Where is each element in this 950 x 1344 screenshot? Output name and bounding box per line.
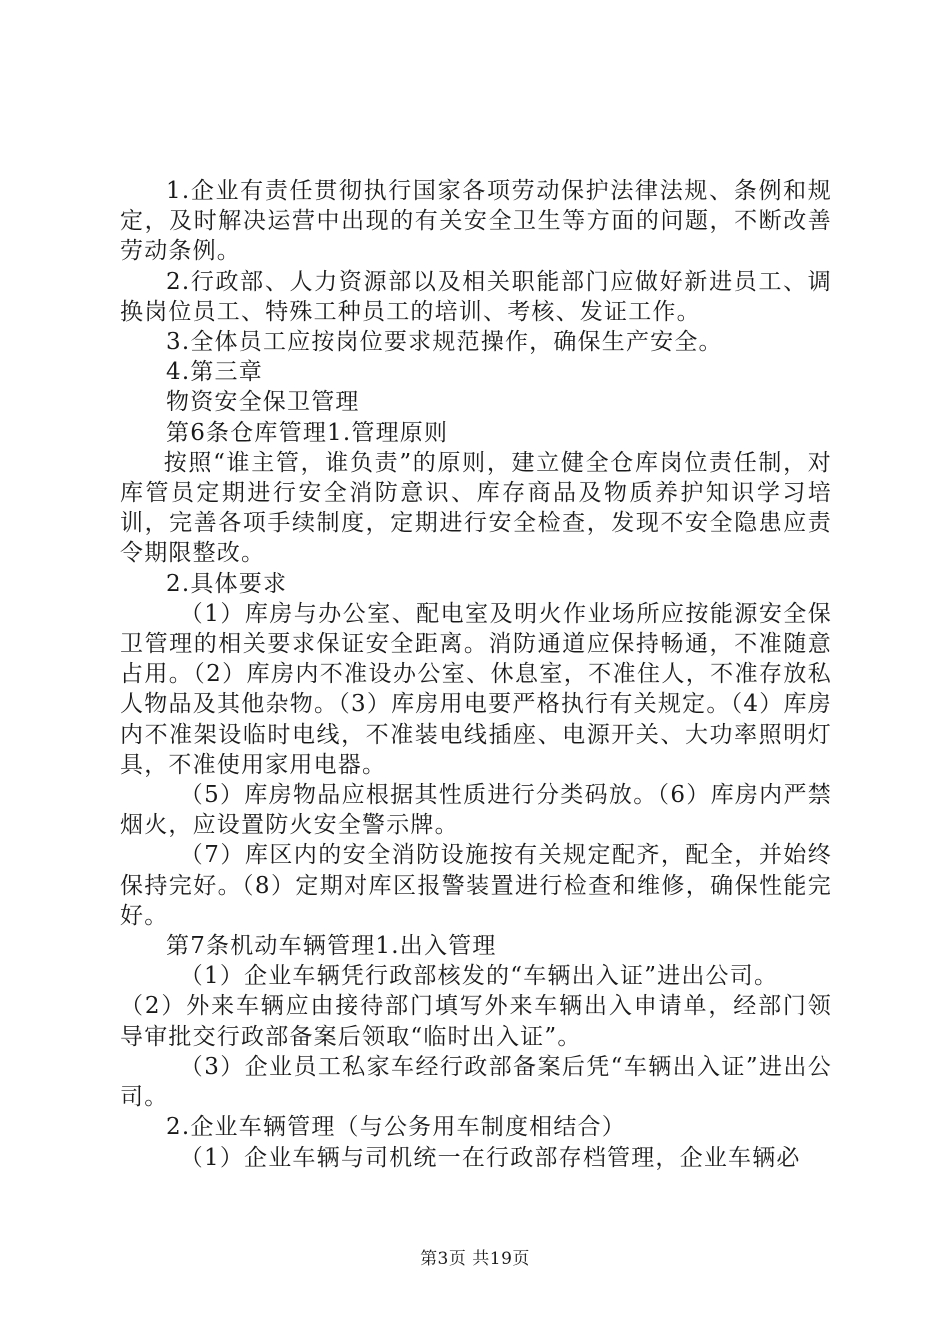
paragraph-requirements-heading: 2.具体要求 <box>166 570 288 597</box>
paragraph-company-vehicle-heading: 2.企业车辆管理（与公务用车制度相结合） <box>166 1114 626 1141</box>
paragraph-requirements-5-6: （5）库房物品应根据其性质进行分类码放。（6）库房内严禁烟火，应设置防火安全警示牌。 <box>120 782 832 839</box>
paragraph-3: 3.全体员工应按岗位要求规范操作，确保生产安全。 <box>166 329 723 356</box>
paragraph-2: 2.行政部、人力资源部以及相关职能部门应做好新进员工、调换岗位员工、特殊工种员工的培训、考核、发证工作。 <box>120 268 832 325</box>
paragraph-company-vehicle-1: （1）企业车辆与司机统一在行政部存档管理，企业车辆必 <box>179 1144 801 1171</box>
paragraph-principle: 按照“谁主管，谁负责”的原则，建立健全仓库岗位责任制，对库管员定期进行安全消防意识、库存商品及物质养护知识学习培训，完善各项手续制度，定期进行安全检查，发现不安全隐患应责令期限整改。 <box>120 449 832 567</box>
paragraph-requirements-1-4: （1）库房与办公室、配电室及明火作业场所应按能源安全保卫管理的相关要求保证安全距离。消防通道应保持畅通，不准随意占用。（2）库房内不准设办公室、休息室，不准住人，不准存放私人物品及其他杂物。（3）库房用电要严格执行有关规定。（4）库房内不准架设临时电线，不准装电线插座、电源开关、大功率照明灯具，不准使用家用电器。 <box>120 600 832 778</box>
paragraph-1: 1.企业有责任贯彻执行国家各项劳动保护法律法规、条例和规定，及时解决运营中出现的有关安全卫生等方面的问题，不断改善劳动条例。 <box>120 178 832 265</box>
paragraph-requirements-7-8: （7）库区内的安全消防设施按有关规定配齐，配全，并始终保持完好。（8）定期对库区报警装置进行检查和维修，确保性能完好。 <box>120 842 832 929</box>
paragraph-4: 4.第三章 <box>166 359 263 386</box>
article-6-heading: 第6条仓库管理1.管理原则 <box>166 419 449 446</box>
paragraph-vehicle-2: （2）外来车辆应由接待部门填写外来车辆出入申请单，经部门领导审批交行政部备案后领取“临时出入证”。 <box>120 993 832 1050</box>
chapter-title: 物资安全保卫管理 <box>166 389 360 416</box>
paragraph-vehicle-1: （1）企业车辆凭行政部核发的“车辆出入证”进出公司。 <box>179 963 779 990</box>
paragraph-vehicle-3: （3）企业员工私家车经行政部备案后凭“车辆出入证”进出公司。 <box>120 1053 832 1111</box>
page-number-footer: 第3页 共19页 <box>420 1249 530 1269</box>
document-body <box>120 176 832 1173</box>
article-7-heading: 第7条机动车辆管理1.出入管理 <box>166 933 497 960</box>
